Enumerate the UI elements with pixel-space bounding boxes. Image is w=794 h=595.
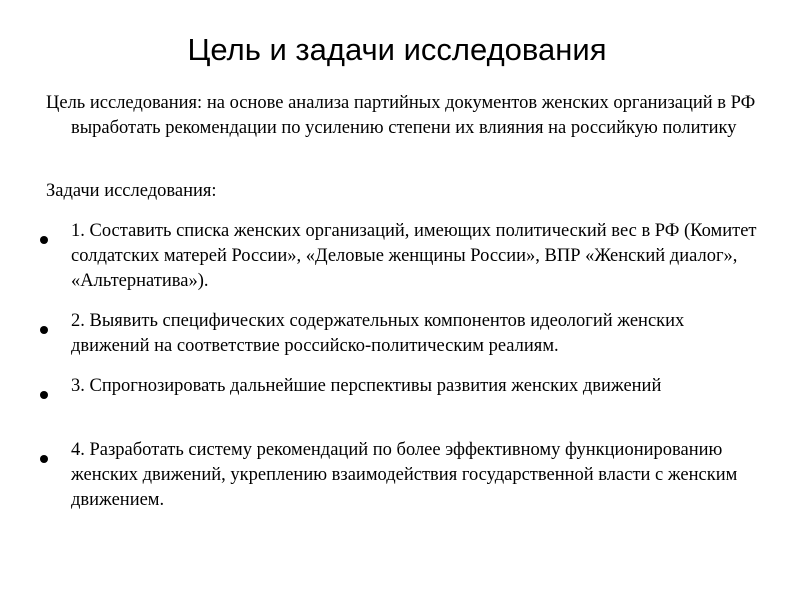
bullet-icon [40, 391, 48, 399]
research-goal-text: Цель исследования: на основе анализа партийных документов женских организаций в РФ выработать рекомендации по усилению степени их влияния на российкую политику [46, 93, 756, 138]
tasks-heading: Задачи исследования: [46, 181, 217, 201]
task-item-3: 3. Спрогнозировать дальнейшие перспективы развития женских движений [71, 376, 662, 396]
bullet-icon [40, 455, 48, 463]
bullet-icon [40, 326, 48, 334]
slide-title: Цель и задачи исследования [187, 32, 607, 67]
task-item-1: 1. Составить списка женских организаций, имеющих политический вес в РФ (Комитет солдатских матерей России», «Деловые женщины России», ВПР «Женский диалог», «Альтернатива»). [71, 221, 757, 291]
task-item-4: 4. Разработать систему рекомендаций по более эффективному функционированию женских движений, укреплению взаимодействия государственной власти с женским движением. [71, 440, 738, 510]
task-item-2: 2. Выявить специфических содержательных компонентов идеологий женских движений на соответствие российско-политическим реалиям. [71, 311, 685, 356]
bullet-icon [40, 236, 48, 244]
